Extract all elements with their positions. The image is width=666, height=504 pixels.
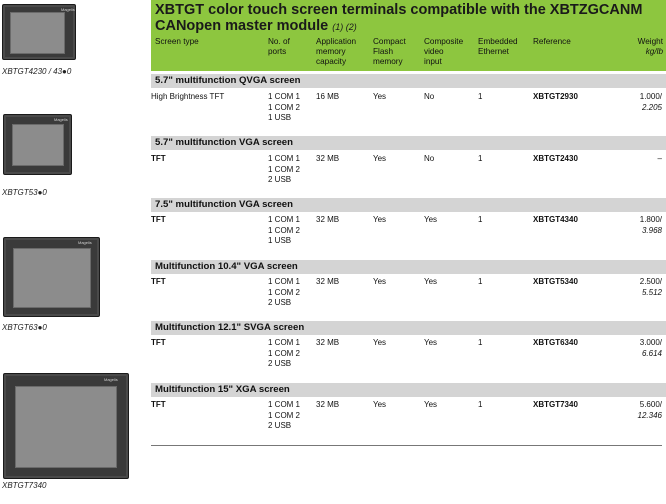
port-line: 1 COM 1 [268, 338, 301, 347]
title-footnotes: (1) (2) [332, 22, 357, 32]
thumbnail-xbtgt53x0 [2, 114, 72, 200]
thumbnail-xbtgt7340 [2, 373, 130, 497]
col-video-line2: video [424, 47, 444, 56]
weight-lb: 6.614 [641, 348, 662, 358]
col-flash-line3: memory [373, 57, 403, 66]
weight-lb: 12.346 [637, 410, 662, 420]
ports [268, 338, 300, 370]
weight [640, 277, 662, 298]
col-screen-type-label: Screen type [155, 37, 199, 46]
video-input: No [424, 92, 435, 101]
weight [640, 338, 662, 359]
terminal-screen [12, 124, 64, 166]
video-input: Yes [424, 338, 438, 347]
table-bottom-rule [151, 445, 662, 446]
thumbnail-xbtgt63x0 [2, 237, 102, 337]
col-weight-line2: kg/lb [645, 47, 663, 56]
section-heading [151, 260, 666, 274]
memory-capacity: 32 MB [316, 338, 340, 347]
weight-lb: 2.205 [641, 102, 662, 112]
ports [268, 215, 300, 247]
section-heading-text: 5.7" multifunction VGA screen [155, 137, 293, 148]
ports [268, 277, 300, 309]
col-memory [316, 37, 356, 67]
col-flash [373, 37, 406, 67]
ports [268, 400, 300, 432]
port-line: 1 COM 2 [268, 102, 301, 112]
compact-flash: Yes [373, 277, 387, 286]
screen-type: TFT [151, 400, 166, 409]
port-line: 1 COM 1 [268, 154, 301, 163]
section-heading-text: Multifunction 15" XGA screen [155, 384, 290, 395]
reference: XBTGT2430 [533, 154, 578, 163]
thumbnail-caption: XBTGT4230 / 43●0 [2, 67, 72, 76]
embedded-ethernet: 1 [478, 338, 483, 347]
memory-capacity: 32 MB [316, 215, 340, 224]
weight-kg: 5.600/ [639, 400, 662, 409]
reference: XBTGT5340 [533, 277, 578, 286]
embedded-ethernet: 1 [478, 400, 483, 409]
section-heading-text: Multifunction 10.4" VGA screen [155, 261, 298, 272]
memory-capacity: 32 MB [316, 277, 340, 286]
memory-capacity: 32 MB [316, 400, 340, 409]
ports [268, 154, 300, 186]
compact-flash: Yes [373, 400, 387, 409]
reference: XBTGT4340 [533, 215, 578, 224]
table-header [151, 0, 666, 71]
screen-type: TFT [151, 154, 166, 163]
terminal-screen [13, 248, 91, 308]
screen-type: High Brightness TFT [151, 92, 225, 101]
col-weight [638, 37, 663, 57]
col-ethernet-line1: Embedded [478, 37, 518, 46]
col-ports-line2: ports [268, 47, 287, 56]
page-title [155, 2, 660, 35]
screen-type: TFT [151, 338, 166, 347]
port-line: 2 USB [268, 421, 292, 431]
col-ethernet-line2: Ethernet [478, 47, 509, 56]
reference: XBTGT6340 [533, 338, 578, 347]
col-reference-label: Reference [533, 37, 571, 46]
brand-logo: Magelis [61, 7, 75, 12]
section-heading-text: Multifunction 12.1" SVGA screen [155, 322, 305, 333]
terminal-image [2, 4, 76, 60]
compact-flash: Yes [373, 215, 387, 224]
port-line: 2 USB [268, 175, 292, 185]
port-line: 1 USB [268, 236, 292, 246]
section-heading-text: 5.7" multifunction QVGA screen [155, 75, 301, 86]
port-line: 1 COM 1 [268, 400, 301, 409]
terminal-image [3, 373, 129, 479]
weight [638, 400, 662, 421]
terminal-image [3, 237, 100, 317]
weight-kg: 2.500/ [639, 277, 662, 286]
col-flash-line2: Flash [373, 47, 394, 56]
terminal-image [3, 114, 72, 175]
embedded-ethernet: 1 [478, 215, 483, 224]
reference: XBTGT7340 [533, 400, 578, 409]
col-flash-line1: Compact [373, 37, 406, 46]
video-input: Yes [424, 215, 438, 224]
embedded-ethernet: 1 [478, 277, 483, 286]
weight-kg: 3.000/ [639, 338, 662, 347]
video-input: Yes [424, 400, 438, 409]
reference: XBTGT2930 [533, 92, 578, 101]
port-line: 2 USB [268, 298, 292, 308]
port-line: 1 COM 2 [268, 410, 301, 420]
col-ports [268, 37, 290, 57]
title-text: XBTGT color touch screen terminals compatible with the XBTZGCANM CANopen master module [155, 2, 643, 34]
memory-capacity: 16 MB [316, 92, 340, 101]
port-line: 1 COM 1 [268, 92, 301, 101]
weight-lb: 5.512 [641, 287, 662, 297]
embedded-ethernet: 1 [478, 92, 483, 101]
weight-kg: 1.800/ [639, 215, 662, 224]
weight [640, 215, 662, 236]
col-memory-line2: memory [316, 47, 346, 56]
section-heading [151, 136, 666, 150]
compact-flash: Yes [373, 338, 387, 347]
weight-lb: 3.968 [641, 225, 662, 235]
weight [658, 154, 662, 165]
terminal-screen [10, 12, 65, 54]
thumbnail-caption: XBTGT7340 [2, 481, 47, 490]
section-heading [151, 383, 666, 397]
col-ethernet [478, 37, 518, 57]
thumbnail-xbtgt4230 [2, 4, 74, 80]
col-memory-line1: Application [316, 37, 357, 46]
brand-logo: Magelis [54, 117, 68, 122]
col-reference [533, 37, 571, 47]
memory-capacity: 32 MB [316, 154, 340, 163]
port-line: 1 COM 2 [268, 348, 301, 358]
col-ports-line1: No. of [268, 37, 290, 46]
screen-type: TFT [151, 215, 166, 224]
section-heading [151, 74, 666, 88]
thumbnail-caption: XBTGT63●0 [2, 323, 47, 332]
col-video-line1: Composite [424, 37, 464, 46]
port-line: 1 USB [268, 113, 292, 123]
port-line: 1 COM 2 [268, 287, 301, 297]
embedded-ethernet: 1 [478, 154, 483, 163]
port-line: 2 USB [268, 359, 292, 369]
video-input: No [424, 154, 435, 163]
section-heading-text: 7.5" multifunction VGA screen [155, 199, 293, 210]
video-input: Yes [424, 277, 438, 286]
terminal-screen [15, 386, 117, 468]
weight-kg: – [657, 154, 662, 163]
col-video-line3: input [424, 57, 442, 66]
port-line: 1 COM 1 [268, 215, 301, 224]
port-line: 1 COM 2 [268, 164, 301, 174]
weight [640, 92, 662, 113]
screen-type: TFT [151, 277, 166, 286]
col-screen-type [155, 37, 199, 47]
compact-flash: Yes [373, 92, 387, 101]
col-video [424, 37, 463, 67]
weight-kg: 1.000/ [639, 92, 662, 101]
col-weight-line1: Weight [637, 37, 663, 46]
section-heading [151, 321, 666, 335]
section-heading [151, 198, 666, 212]
brand-logo: Magelis [78, 240, 92, 245]
port-line: 1 COM 2 [268, 225, 301, 235]
port-line: 1 COM 1 [268, 277, 301, 286]
compact-flash: Yes [373, 154, 387, 163]
col-memory-line3: capacity [316, 57, 347, 66]
ports [268, 92, 300, 124]
brand-logo: Magelis [104, 377, 118, 382]
thumbnail-caption: XBTGT53●0 [2, 188, 47, 197]
